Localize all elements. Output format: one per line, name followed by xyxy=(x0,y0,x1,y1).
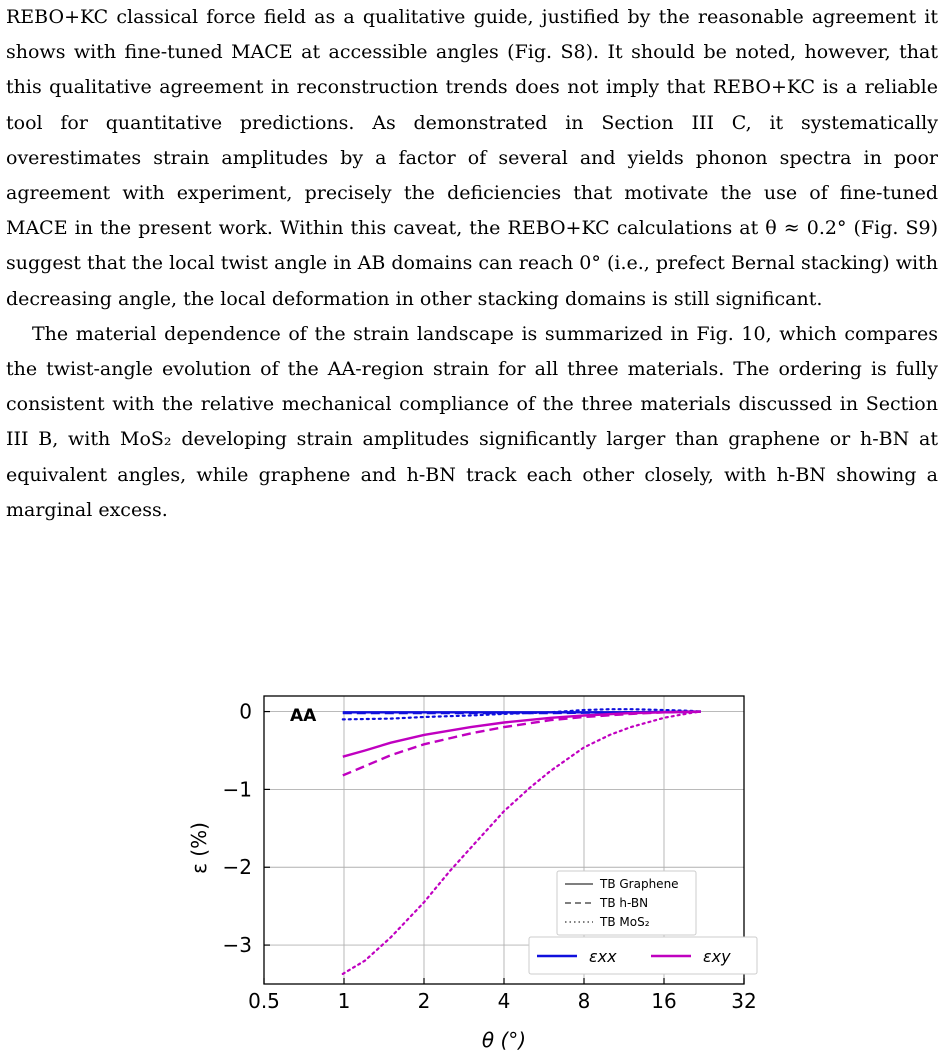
color-legend-label: εxx xyxy=(589,947,617,966)
x-tick-label: 32 xyxy=(731,989,757,1013)
paragraph-1: REBO+KC classical force field as a qualitative guide, justified by the reasonable agreement it shows with fine-tuned MACE at accessible angles (Fig. S8). It should be noted, however, that this qualitative agreement in reconstruction trends does not imply that REBO+KC is a reliable tool for quantitative predictions. As demonstrated in Section III C, it systematically overestimates strain amplitudes by a factor of several and yields phonon spectra in poor agreement with experiment, precisely the deficiencies that motivate the use of fine-tuned MACE in the present work. Within this caveat, the REBO+KC calculations at θ ≈ 0.2° (Fig. S9) suggest that the local twist angle in AB domains can reach 0° (i.e., prefect Bernal stacking) with decreasing angle, the local deformation in other stacking domains is still significant. xyxy=(6,6,938,310)
style-legend-label: TB MoS₂ xyxy=(600,915,650,929)
y-axis-label: ε (%) xyxy=(187,822,211,874)
x-tick-label: 0.5 xyxy=(248,989,280,1013)
y-tick-label: −2 xyxy=(222,855,252,880)
style-legend-label: TB Graphene xyxy=(600,877,679,891)
figure-10 xyxy=(180,684,780,1057)
x-tick-label: 1 xyxy=(337,989,351,1013)
body-text xyxy=(6,0,938,528)
x-axis-label: θ (°) xyxy=(481,1028,527,1052)
x-tick-label: 16 xyxy=(651,989,677,1013)
style-legend xyxy=(557,871,696,935)
strain-chart xyxy=(180,684,780,1057)
x-tick-label: 8 xyxy=(577,989,591,1013)
x-tick-label: 4 xyxy=(497,989,511,1013)
y-tick-label: 0 xyxy=(239,699,252,724)
paragraph-2: The material dependence of the strain landscape is summarized in Fig. 10, which compares the twist-angle evolution of the AA-region strain for all three materials. The ordering is fully consistent with the relative mechanical compliance of the three materials discussed in Section III B, with MoS₂ developing strain amplitudes significantly larger than graphene or h-BN at equivalent angles, while graphene and h-BN track each other closely, with h-BN showing a marginal excess. xyxy=(6,322,938,521)
color-legend-label: εxy xyxy=(703,947,731,966)
panel-label: AA xyxy=(290,706,317,726)
color-legend xyxy=(529,937,757,974)
y-tick-label: −1 xyxy=(222,777,252,802)
x-tick-label: 2 xyxy=(417,989,431,1013)
y-tick-label: −3 xyxy=(222,933,252,958)
style-legend-label: TB h-BN xyxy=(600,896,649,910)
